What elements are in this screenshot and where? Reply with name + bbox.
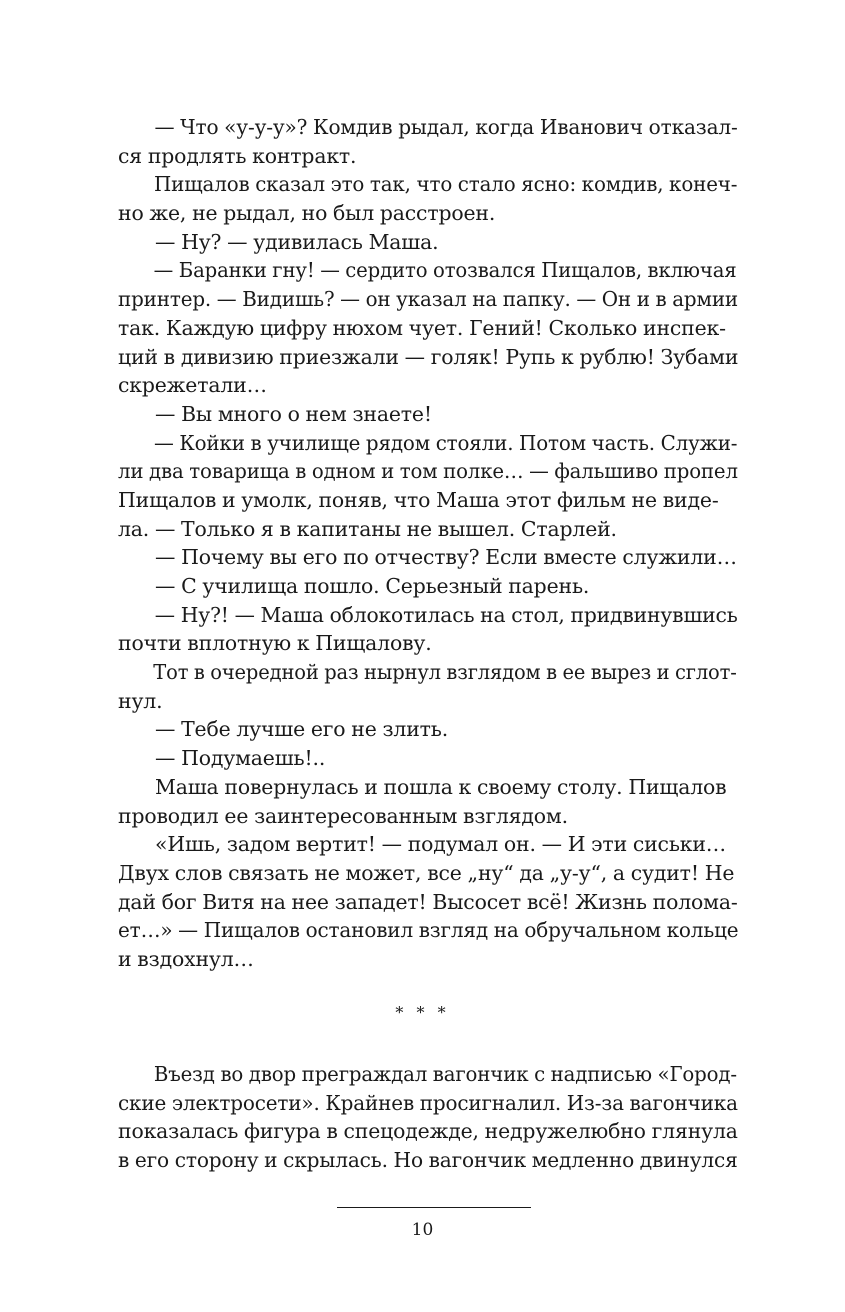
text-line: так. Каждую цифру нюхом чует. Гений! Сколько инспек- <box>118 315 726 340</box>
page-number: 10 <box>411 1220 434 1240</box>
text-line: — Ну?! — Маша облокотилась на стол, придвинувшись <box>154 602 738 627</box>
text-line: ли два товарища в одном и том полке… — фальшиво пропел <box>118 459 738 484</box>
text-line: — С училища пошло. Серьезный парень. <box>155 574 590 598</box>
text-line: ские электросети». Крайнев просигналил. Из-за вагончика <box>118 1090 738 1115</box>
text-line: — Тебе лучше его не злить. <box>155 717 449 742</box>
text-line: принтер. — Видишь? — он указал на папку. — Он и в армии <box>118 287 739 312</box>
section-break: * * * <box>395 1003 450 1022</box>
text-line: «Ишь, задом вертит! — подумал он. — И эти сиськи… <box>155 832 727 857</box>
text-line: — Вы много о нем знаете! <box>155 401 432 426</box>
text-line: — Ну? — удивилась Маша. <box>155 229 439 254</box>
text-line: но же, не рыдал, но был расстроен. <box>118 201 496 226</box>
text-line: Пищалов и умолк, поняв, что Маша этот фильм не виде- <box>118 487 719 512</box>
body-text-continued <box>118 1060 738 1175</box>
body-text <box>118 113 738 974</box>
text-line: Пищалов сказал это так, что стало ясно: комдив, конеч- <box>154 172 738 197</box>
text-line: — Почему вы его по отчеству? Если вместе служили… <box>155 545 737 570</box>
text-line: проводил ее заинтересованным взглядом. <box>118 803 568 828</box>
text-line: — Что «у-у-у»? Комдив рыдал, когда Иванович отказал- <box>154 115 738 139</box>
text-line: нул. <box>118 688 163 713</box>
text-line: и вздохнул… <box>118 946 254 971</box>
text-line: — Баранки гну! — сердито отозвался Пищалов, включая <box>153 258 737 283</box>
text-line: — Койки в училище рядом стояли. Потом часть. Служи- <box>154 430 738 455</box>
text-line: Двух слов связать не может, все „ну“ да „у-у“, а судит! Не <box>118 860 735 885</box>
text-line: показалась фигура в спецодежде, недружелюбно глянула <box>118 1119 738 1144</box>
text-line: — Подумаешь!.. <box>155 746 326 771</box>
footer-rule <box>337 1207 531 1208</box>
text-line: ций в дивизию приезжали — голяк! Рупь к рублю! Зубами <box>118 344 739 369</box>
text-line: ет…» — Пищалов остановил взгляд на обручальном кольце <box>118 918 739 943</box>
text-line: дай бог Витя на нее западет! Высосет всё! Жизнь полома- <box>118 889 738 914</box>
text-line: Маша повернулась и пошла к своему столу. Пищалов <box>155 774 727 799</box>
text-line: в его сторону и скрылась. Но вагончик медленно двинулся <box>118 1148 738 1173</box>
text-line: почти вплотную к Пищалову. <box>118 631 432 656</box>
text-line: Въезд во двор преграждал вагончик с надписью «Город- <box>153 1062 737 1086</box>
text-line: ся продлять контракт. <box>118 143 357 168</box>
text-line: скрежетали… <box>118 373 267 398</box>
text-line: Тот в очередной раз нырнул взглядом в ее вырез и сглот- <box>153 660 737 685</box>
text-line: ла. — Только я в капитаны не вышел. Старлей. <box>118 516 617 541</box>
